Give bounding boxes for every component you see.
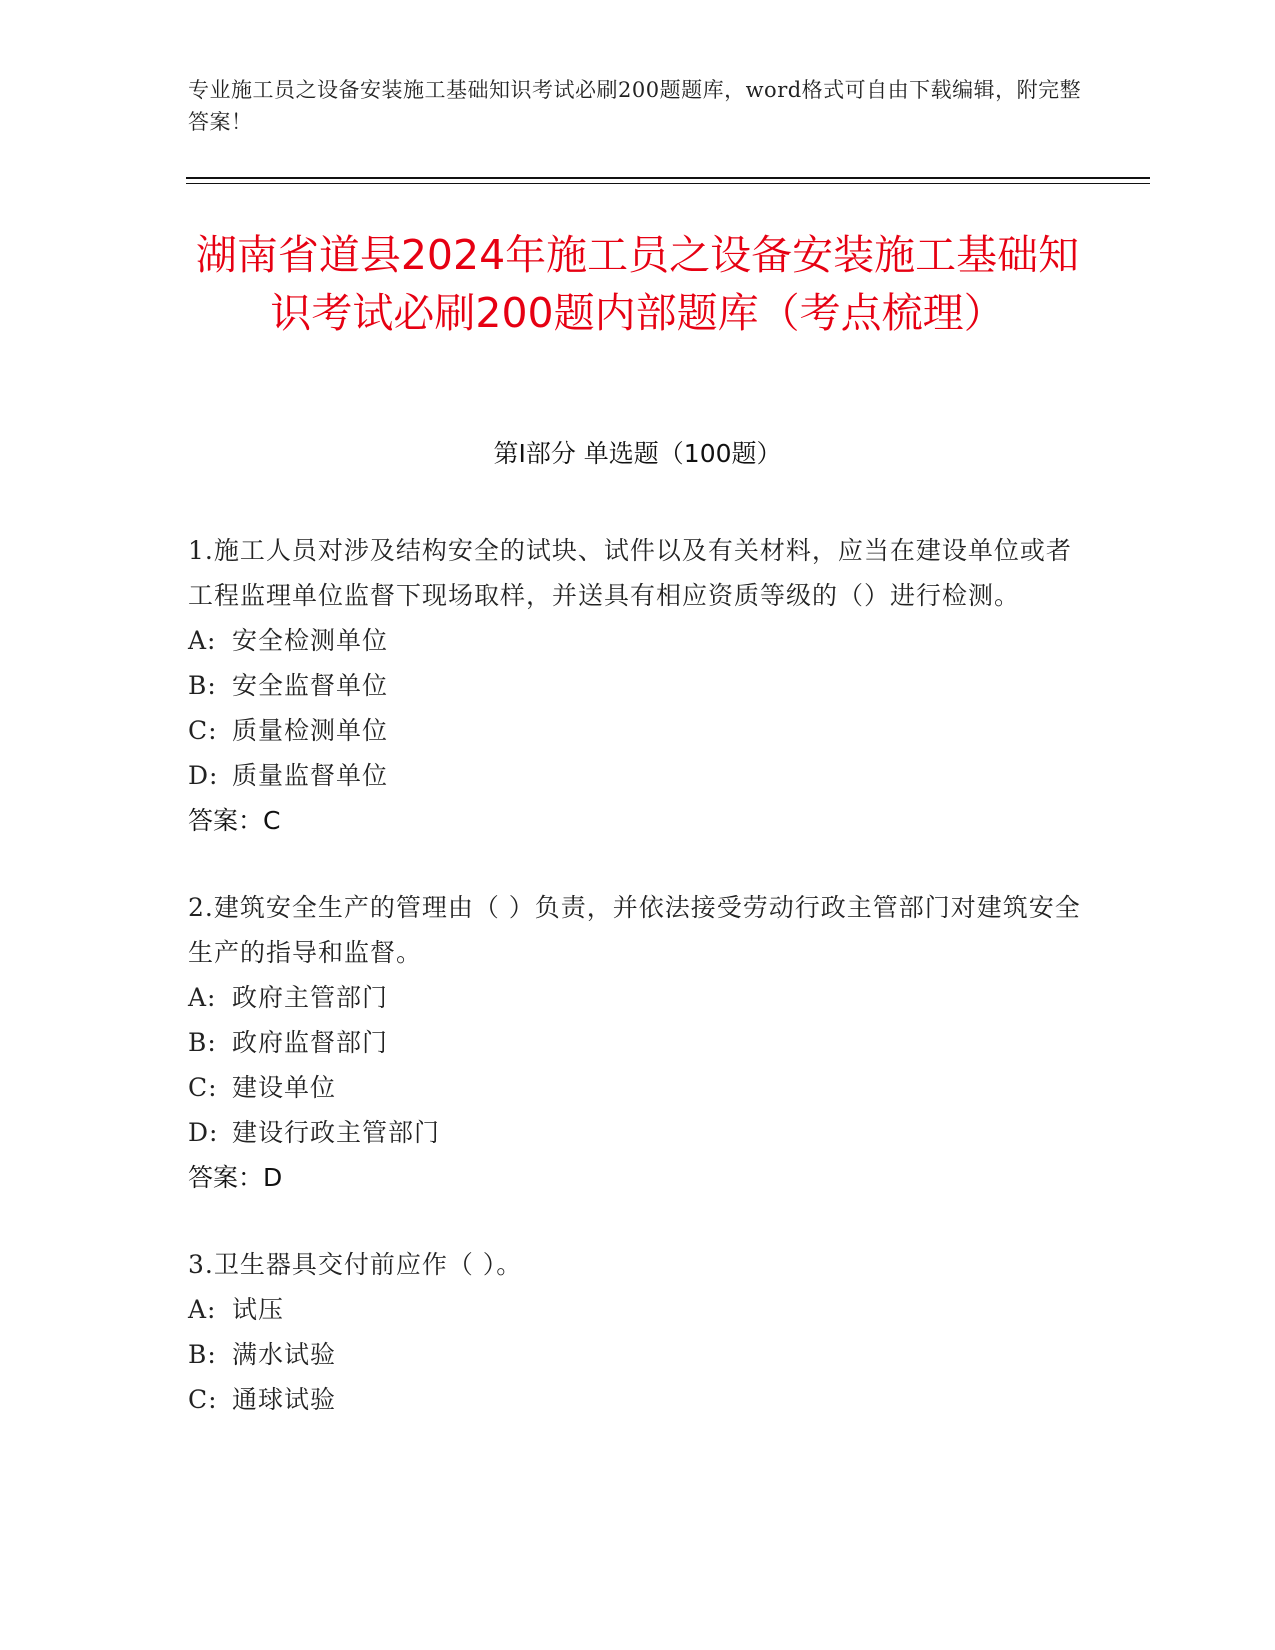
header-divider-thick — [186, 177, 1150, 179]
option-text: 建设行政主管部门 — [232, 1118, 441, 1147]
option-text: 安全检测单位 — [232, 626, 389, 655]
option-c — [188, 708, 1088, 753]
option-a — [188, 1287, 1088, 1332]
option-b — [188, 1332, 1088, 1377]
answer-line: 答案：D — [188, 1163, 283, 1192]
option-b — [188, 663, 1088, 708]
option-text: 满水试验 — [232, 1340, 337, 1369]
option-text: 试压 — [232, 1295, 285, 1324]
option-letter: A: — [188, 1295, 217, 1324]
option-text: 建设单位 — [232, 1073, 337, 1102]
option-letter: B: — [188, 1340, 217, 1369]
option-text: 质量监督单位 — [232, 761, 389, 790]
option-letter: D: — [188, 761, 219, 790]
header-divider-thin — [186, 183, 1150, 184]
answer-line: 答案：C — [188, 806, 281, 835]
section-title: 第Ⅰ部分 单选题（100题） — [493, 439, 782, 468]
option-d — [188, 1110, 1088, 1155]
option-a — [188, 618, 1088, 663]
question-stem: 2.建筑安全生产的管理由（ ）负责，并依法接受劳动行政主管部门对建筑安全生产的指导和监督。 — [188, 893, 1081, 967]
option-text: 政府监督部门 — [232, 1028, 389, 1057]
option-c — [188, 1377, 1088, 1422]
option-text: 安全监督单位 — [232, 671, 389, 700]
question-list — [188, 528, 1088, 1464]
question-stem: 1.施工人员对涉及结构安全的试块、试件以及有关材料，应当在建设单位或者工程监理单位监督下现场取样，并送具有相应资质等级的（）进行检测。 — [188, 536, 1072, 610]
option-text: 质量检测单位 — [232, 716, 389, 745]
option-letter: C: — [188, 1385, 218, 1414]
option-letter: C: — [188, 716, 218, 745]
option-text: 政府主管部门 — [232, 983, 389, 1012]
question-item — [188, 1242, 1088, 1422]
document-title: 湖南省道县2024年施工员之设备安装施工基础知识考试必刷200题内部题库（考点梳理） — [195, 231, 1080, 337]
option-c — [188, 1065, 1088, 1110]
question-item — [188, 528, 1088, 843]
option-letter: C: — [188, 1073, 218, 1102]
question-item — [188, 885, 1088, 1200]
question-stem: 3.卫生器具交付前应作（ ）。 — [188, 1250, 523, 1279]
option-a — [188, 975, 1088, 1020]
option-letter: D: — [188, 1118, 219, 1147]
option-letter: A: — [188, 983, 217, 1012]
option-letter: B: — [188, 671, 217, 700]
option-d — [188, 753, 1088, 798]
header-note: 专业施工员之设备安装施工基础知识考试必刷200题题库，word格式可自由下载编辑，附完整答案！ — [188, 78, 1082, 134]
option-letter: B: — [188, 1028, 217, 1057]
option-letter: A: — [188, 626, 217, 655]
option-b — [188, 1020, 1088, 1065]
option-text: 通球试验 — [232, 1385, 337, 1414]
